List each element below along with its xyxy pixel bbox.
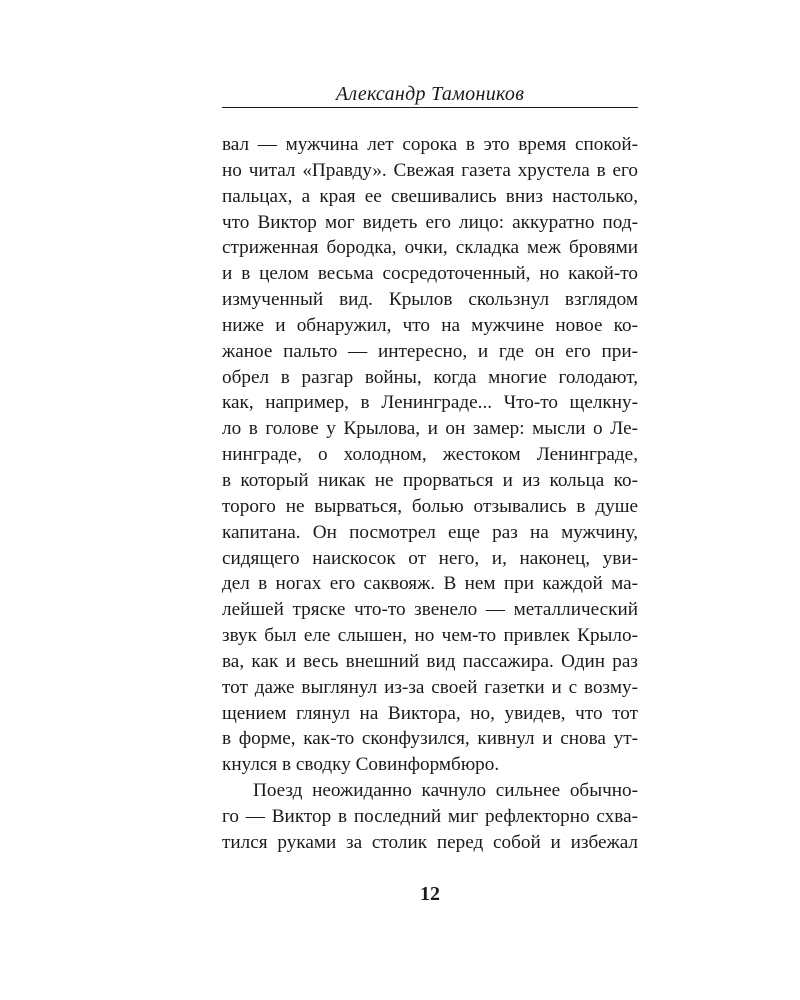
text-line: лейшей тряске что-то звенело — металлический xyxy=(222,599,638,621)
text-line: тился руками за столик перед собой и избежал xyxy=(222,831,638,853)
text-line: в форме, как-то сконфузился, кивнул и снова ут- xyxy=(222,728,638,750)
text-line: звук был еле слышен, но чем-то привлек Крыло- xyxy=(222,625,638,647)
text-line: ниже и обнаружил, что на мужчине новое ко- xyxy=(222,314,638,336)
text-line: сидящего наискосок от него, и, наконец, уви- xyxy=(222,547,638,569)
text-line: ва, как и весь внешний вид пассажира. Один раз xyxy=(222,650,638,672)
text-line: тот даже выглянул из-за своей газетки и с возму- xyxy=(222,676,638,698)
text-line: капитана. Он посмотрел еще раз на мужчину, xyxy=(222,521,638,543)
text-line: но читал «Правду». Свежая газета хрустела в его xyxy=(222,159,638,181)
text-line: пальцах, а края ее свешивались вниз настолько, xyxy=(222,185,638,207)
text-line: ло в голове у Крылова, и он замер: мысли о Ле- xyxy=(222,418,638,440)
text-line: измученный вид. Крылов скользнул взглядом xyxy=(222,289,638,311)
text-line: щением глянул на Виктора, но, увидев, что тот xyxy=(222,702,638,724)
text-line: жаное пальто — интересно, и где он его при- xyxy=(222,340,638,362)
text-line: что Виктор мог видеть его лицо: аккуратно под- xyxy=(222,211,638,233)
text-line: вал — мужчина лет сорока в это время спокой- xyxy=(222,134,638,155)
running-header-author: Александр Тамоников xyxy=(335,83,525,105)
text-line: торого не вырваться, болью отзывались в душе xyxy=(222,495,638,517)
text-line: Поезд неожиданно качнуло сильнее обычно- xyxy=(253,780,638,802)
text-line: в который никак не прорваться и из кольца ко- xyxy=(222,469,638,491)
text-line: кнулся в сводку Совинформбюро. xyxy=(222,754,500,776)
body-text xyxy=(222,132,638,856)
text-line: стриженная бородка, очки, складка меж бровями xyxy=(222,237,638,259)
header-divider xyxy=(222,107,638,108)
text-line: дел в ногах его саквояж. В нем при каждой ма- xyxy=(222,573,638,595)
page-number: 12 xyxy=(420,883,440,905)
text-line: нинграде, о холодном, жестоком Ленинграде, xyxy=(222,444,638,466)
text-line: как, например, в Ленинграде... Что-то щелкну- xyxy=(222,392,638,414)
text-line: го — Виктор в последний миг рефлекторно схва- xyxy=(222,805,638,827)
text-line: обрел в разгар войны, когда многие голодают, xyxy=(222,366,638,388)
text-line: и в целом весьма сосредоточенный, но какой-то xyxy=(222,263,638,285)
